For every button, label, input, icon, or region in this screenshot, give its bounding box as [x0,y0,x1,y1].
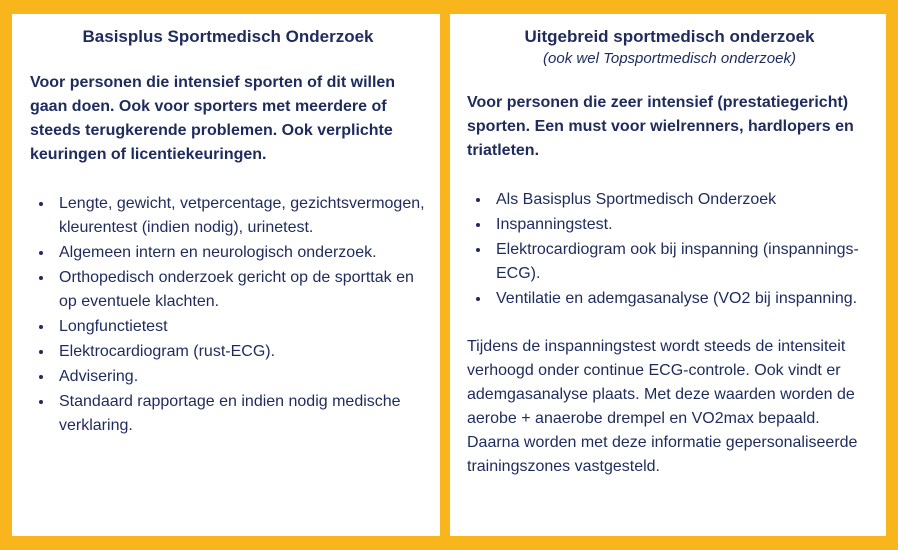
list-item: • Orthopedisch onderzoek gericht op de sporttak en op eventuele klachten. [54,265,426,314]
list-item: • Elektrocardiogram (rust-ECG). [54,339,426,364]
uitgebreid-description: Tijdens de inspanningstest wordt steeds de intensiteit verhoogd onder continue ECG-controle. Ook vindt er ademgasanalyse plaats. Met deze waarden worden de aerobe + anaerobe drempel en VO2max bepaald. Daarna worden met deze informatie gepersonaliseerde trainingszones vastgesteld. [467,338,858,475]
uitgebreid-subtitle: (ook wel Topsportmedisch onderzoek) [543,50,796,67]
list-item: • Longfunctietest [54,314,426,339]
uitgebreid-title: Uitgebreid sportmedisch onderzoek [524,27,815,46]
list-item: • Inspanningstest. [491,212,872,237]
list-item: • Advisering. [54,364,426,389]
list-item: • Lengte, gewicht, vetpercentage, gezichtsvermogen, kleurentest (indien nodig), urinetest. [54,191,426,240]
list-item: • Ventilatie en ademgasanalyse (VO2 bij inspanning. [491,286,872,311]
uitgebreid-card [450,14,886,536]
list-item: • Elektrocardiogram ook bij inspanning (inspannings-ECG). [491,237,872,286]
list-item: • Als Basisplus Sportmedisch Onderzoek [491,187,872,212]
uitgebreid-list [467,187,872,311]
basisplus-list [30,191,426,438]
basisplus-title: Basisplus Sportmedisch Onderzoek [82,27,374,46]
list-item: • Algemeen intern en neurologisch onderzoek. [54,240,426,265]
basisplus-intro: Voor personen die intensief sporten of dit willen gaan doen. Ook voor sporters met meerdere of steeds terugkerende problemen. Ook verplichte keuringen of licentiekeuringen. [30,74,396,163]
list-item: • Standaard rapportage en indien nodig medische verklaring. [54,389,426,438]
basisplus-card [12,14,440,536]
uitgebreid-intro: Voor personen die zeer intensief (prestatiegericht) sporten. Een must voor wielrenners, hardlopers en triatleten. [467,94,854,159]
